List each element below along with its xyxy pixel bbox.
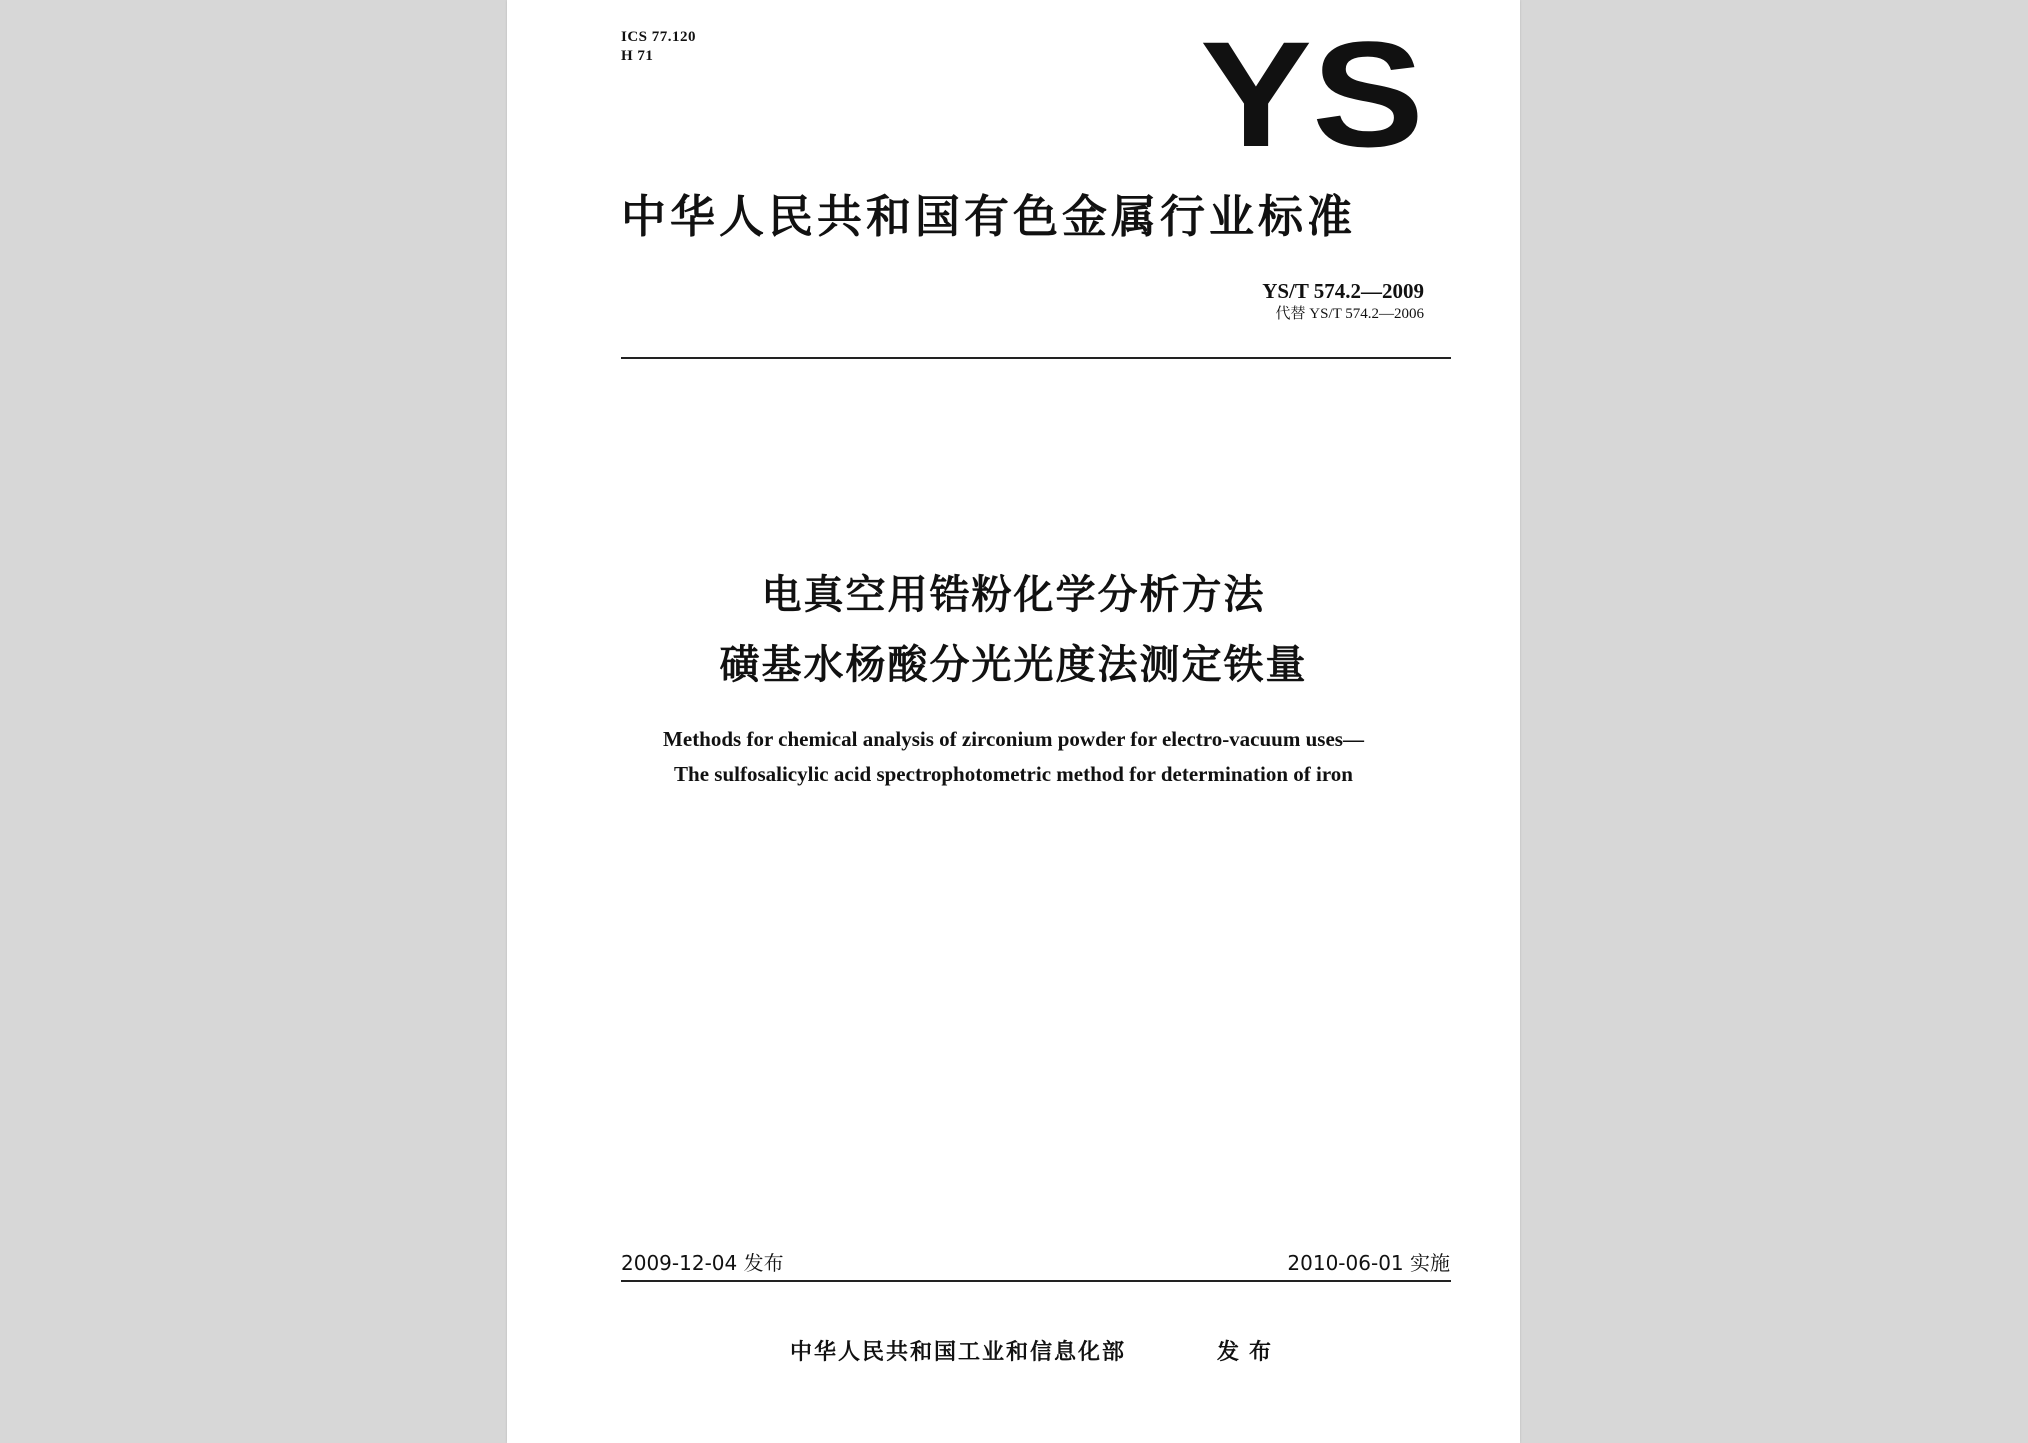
implementation-date: 2010-06-01 实施 [1287, 1251, 1450, 1275]
bottom-divider [621, 1280, 1451, 1282]
publisher-name: 中华人民共和国工业和信息化部 [790, 1340, 1127, 1365]
standard-number: YS/T 574.2—2009 [1262, 279, 1424, 303]
document-page [507, 0, 1520, 1443]
organization-title: 中华人民共和国有色金属行业标准 [621, 190, 1357, 243]
issue-date: 2009-12-04 发布 [621, 1251, 784, 1275]
chinese-title-line-2: 磺基水杨酸分光光度法测定铁量 [719, 642, 1308, 688]
ccs-code: H 71 [621, 48, 654, 64]
english-title-line-1: Methods for chemical analysis of zirconium powder for electro-vacuum uses— [663, 727, 1364, 751]
top-divider [621, 357, 1451, 359]
ys-logo-text: YS [1200, 26, 1424, 162]
classification-codes [621, 28, 696, 66]
ics-code: ICS 77.120 [621, 29, 697, 45]
replaced-standard: 代替 YS/T 574.2—2006 [1275, 306, 1424, 322]
english-title-line-2: The sulfosalicylic acid spectrophotometric method for determination of iron [674, 762, 1353, 786]
ys-logo [1197, 26, 1427, 162]
english-title [507, 722, 1520, 792]
publish-label: 发布 [1217, 1340, 1282, 1365]
chinese-title [507, 560, 1520, 700]
chinese-title-line-1: 电真空用锆粉化学分析方法 [761, 572, 1266, 618]
